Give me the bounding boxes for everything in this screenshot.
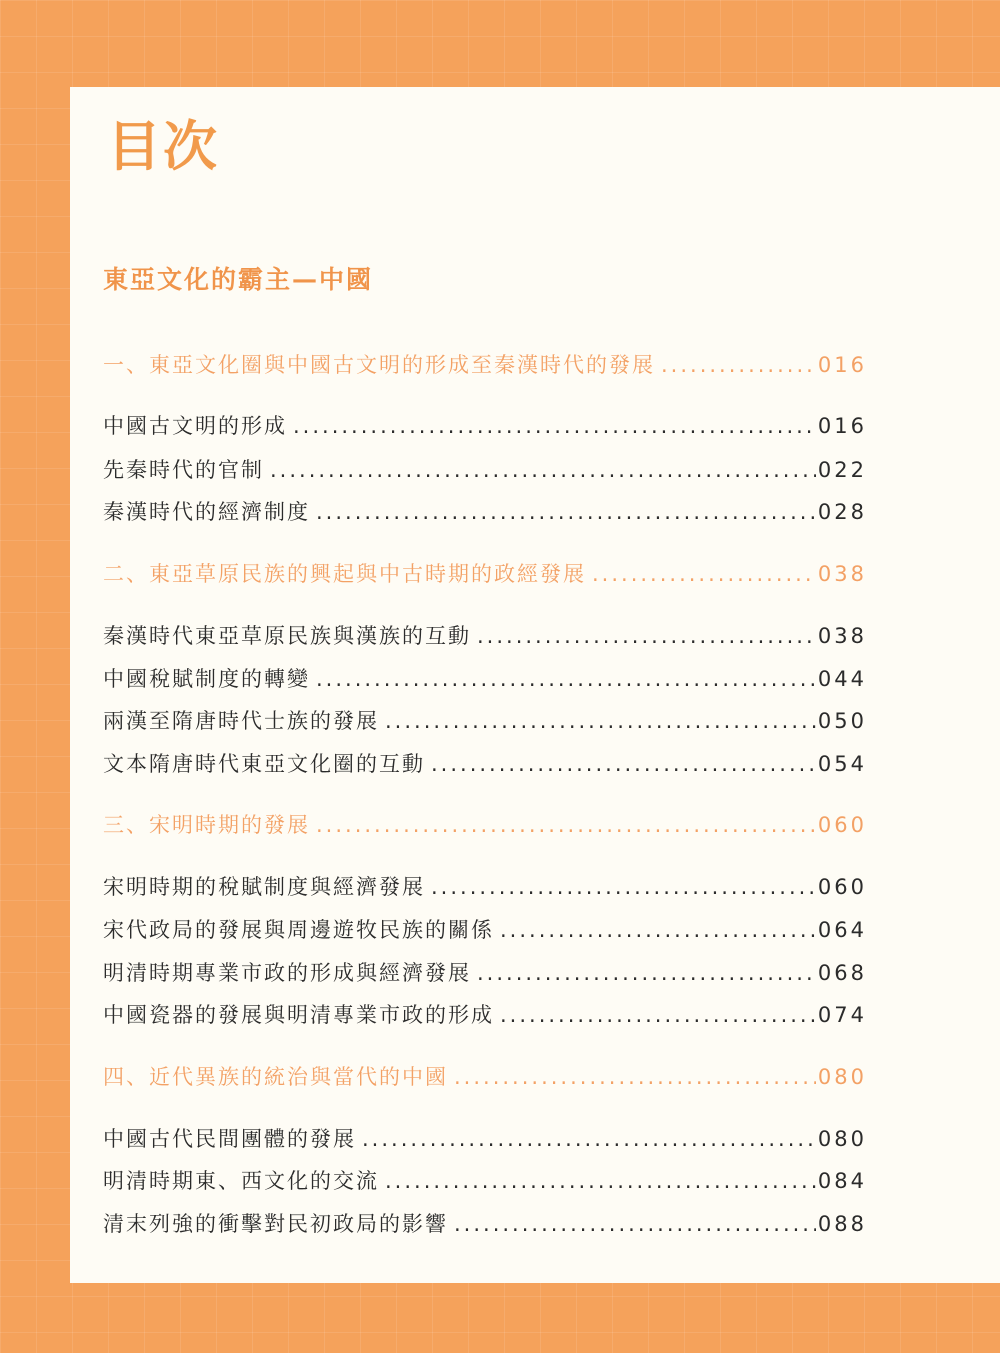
- toc-page-number: 060: [817, 875, 867, 899]
- toc-label: 四、近代異族的統治與當代的中國: [103, 1065, 448, 1089]
- toc-label: 中國古代民間團體的發展: [103, 1127, 356, 1151]
- toc-label: 宋明時期的稅賦制度與經濟發展: [103, 875, 425, 899]
- toc-leader-dots: [477, 956, 816, 990]
- toc-page-number: 016: [817, 353, 867, 377]
- toc-label: 宋代政局的發展與周邊遊牧民族的關係: [103, 918, 494, 942]
- toc-section[interactable]: [103, 495, 867, 529]
- part-title: 東亞文化的霸主—中國: [103, 265, 374, 294]
- toc-section[interactable]: [103, 704, 867, 738]
- toc-page-number: 054: [817, 752, 867, 776]
- toc-label: 二、東亞草原民族的興起與中古時期的政經發展: [103, 562, 586, 586]
- toc-section[interactable]: [103, 956, 867, 990]
- toc-leader-dots: [293, 409, 816, 443]
- toc-section[interactable]: [103, 1207, 867, 1241]
- toc-label: 中國古文明的形成: [103, 414, 287, 438]
- toc-section[interactable]: [103, 662, 867, 696]
- toc-section[interactable]: [103, 1164, 867, 1198]
- toc-section[interactable]: [103, 913, 867, 947]
- toc-section[interactable]: [103, 870, 867, 904]
- toc-leader-dots: [454, 1207, 816, 1241]
- toc-section[interactable]: [103, 1122, 867, 1156]
- toc-page-number: 084: [817, 1169, 867, 1193]
- toc-label: 秦漢時代東亞草原民族與漢族的互動: [103, 624, 471, 648]
- toc-label: 一、東亞文化圈與中國古文明的形成至秦漢時代的發展: [103, 353, 655, 377]
- toc-label: 秦漢時代的經濟制度: [103, 500, 310, 524]
- toc-label: 三、宋明時期的發展: [103, 813, 310, 837]
- toc-label: 先秦時代的官制: [103, 458, 264, 482]
- page-title: 目次: [107, 115, 219, 178]
- toc-chapter-2[interactable]: [103, 557, 867, 591]
- toc-chapter-1[interactable]: [103, 348, 867, 382]
- toc-section[interactable]: [103, 998, 867, 1032]
- toc-section[interactable]: [103, 453, 867, 487]
- toc-section[interactable]: [103, 409, 867, 443]
- toc-page-number: 080: [817, 1127, 867, 1151]
- toc-leader-dots: [316, 808, 816, 842]
- toc-leader-dots: [661, 348, 816, 382]
- toc-page-number: 016: [817, 414, 867, 438]
- toc-label: 中國瓷器的發展與明清專業市政的形成: [103, 1003, 494, 1027]
- toc-label: 明清時期專業市政的形成與經濟發展: [103, 961, 471, 985]
- toc-leader-dots: [477, 619, 816, 653]
- toc-label: 清末列強的衝擊對民初政局的影響: [103, 1212, 448, 1236]
- toc-chapter-4[interactable]: [103, 1060, 867, 1094]
- toc-section[interactable]: [103, 619, 867, 653]
- toc-label: 文本隋唐時代東亞文化圈的互動: [103, 752, 425, 776]
- toc-page-number: 022: [817, 458, 867, 482]
- toc-leader-dots: [500, 998, 816, 1032]
- toc-page-number: 088: [817, 1212, 867, 1236]
- toc-label: 明清時期東、西文化的交流: [103, 1169, 379, 1193]
- toc-leader-dots: [385, 704, 816, 738]
- toc-page-number: 028: [817, 500, 867, 524]
- toc-section[interactable]: [103, 747, 867, 781]
- toc-chapter-3[interactable]: [103, 808, 867, 842]
- toc-page-number: 044: [817, 667, 867, 691]
- toc-leader-dots: [362, 1122, 816, 1156]
- toc-leader-dots: [316, 495, 816, 529]
- toc-leader-dots: [385, 1164, 816, 1198]
- toc-page-number: 060: [817, 813, 867, 837]
- toc-page-number: 068: [817, 961, 867, 985]
- toc-page-number: 038: [817, 624, 867, 648]
- toc-leader-dots: [431, 747, 816, 781]
- toc-leader-dots: [316, 662, 816, 696]
- toc-page-number: 080: [817, 1065, 867, 1089]
- toc-leader-dots: [454, 1060, 816, 1094]
- toc-label: 兩漢至隋唐時代士族的發展: [103, 709, 379, 733]
- toc-leader-dots: [270, 453, 816, 487]
- toc-leader-dots: [592, 557, 816, 591]
- toc-page-number: 050: [817, 709, 867, 733]
- toc-page-number: 074: [817, 1003, 867, 1027]
- toc-page: [70, 87, 1000, 1283]
- toc-page-number: 064: [817, 918, 867, 942]
- toc-leader-dots: [500, 913, 816, 947]
- toc-page-number: 038: [817, 562, 867, 586]
- toc-leader-dots: [431, 870, 816, 904]
- toc-label: 中國稅賦制度的轉變: [103, 667, 310, 691]
